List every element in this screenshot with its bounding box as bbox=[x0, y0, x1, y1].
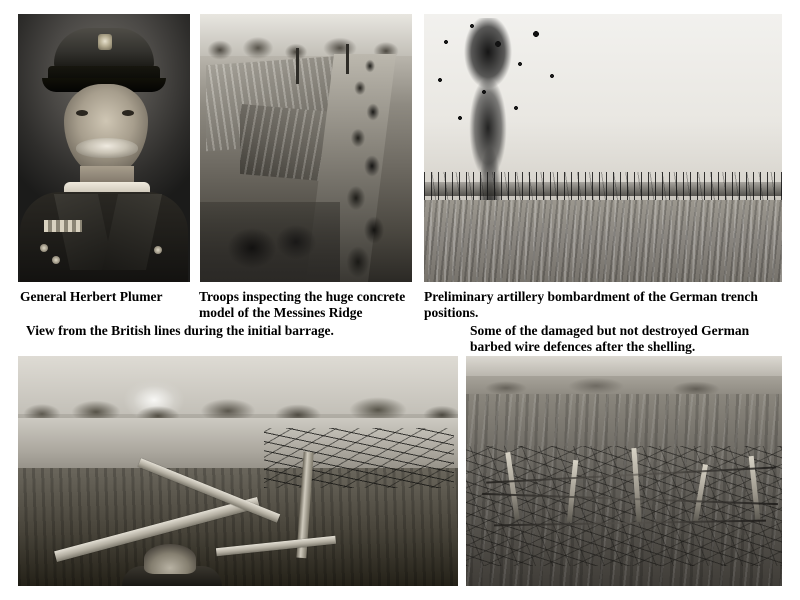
figure-damaged-barbed-wire bbox=[466, 356, 782, 586]
moustache bbox=[76, 138, 138, 158]
figure-view-from-british-lines bbox=[18, 356, 458, 586]
caption-troops-inspecting-model: Troops inspecting the huge concrete model of the Messines Ridge bbox=[199, 289, 406, 320]
medal-ribbons bbox=[44, 220, 82, 232]
caption-artillery-bombardment: Preliminary artillery bombardment of the German trench positions. bbox=[424, 289, 758, 320]
figure-troops-inspecting-model bbox=[200, 14, 412, 282]
marker-pole bbox=[346, 44, 349, 74]
caption-general-herbert-plumer: General Herbert Plumer bbox=[20, 289, 163, 304]
eye-left bbox=[76, 110, 88, 116]
rank-pip bbox=[40, 244, 48, 252]
marker-pole bbox=[296, 48, 299, 84]
caption-damaged-barbed-wire: Some of the damaged but not destroyed German barbed wire defences after the shelling. bbox=[470, 323, 750, 354]
foreground-soldiers bbox=[200, 202, 340, 282]
rank-pip bbox=[52, 256, 60, 264]
figure-artillery-bombardment bbox=[424, 14, 782, 282]
barbed-wire-coil bbox=[264, 428, 454, 488]
shelled-ground bbox=[424, 200, 782, 282]
caption-view-from-british-lines: View from the British lines during the initial barrage. bbox=[26, 323, 334, 338]
debris-spray bbox=[424, 14, 574, 164]
soldier-helmet bbox=[144, 544, 196, 574]
cap-badge-icon bbox=[98, 34, 112, 50]
rank-pip bbox=[154, 246, 162, 254]
column-of-soldiers bbox=[340, 52, 396, 282]
eye-right bbox=[122, 110, 134, 116]
figure-general-herbert-plumer bbox=[18, 14, 190, 282]
